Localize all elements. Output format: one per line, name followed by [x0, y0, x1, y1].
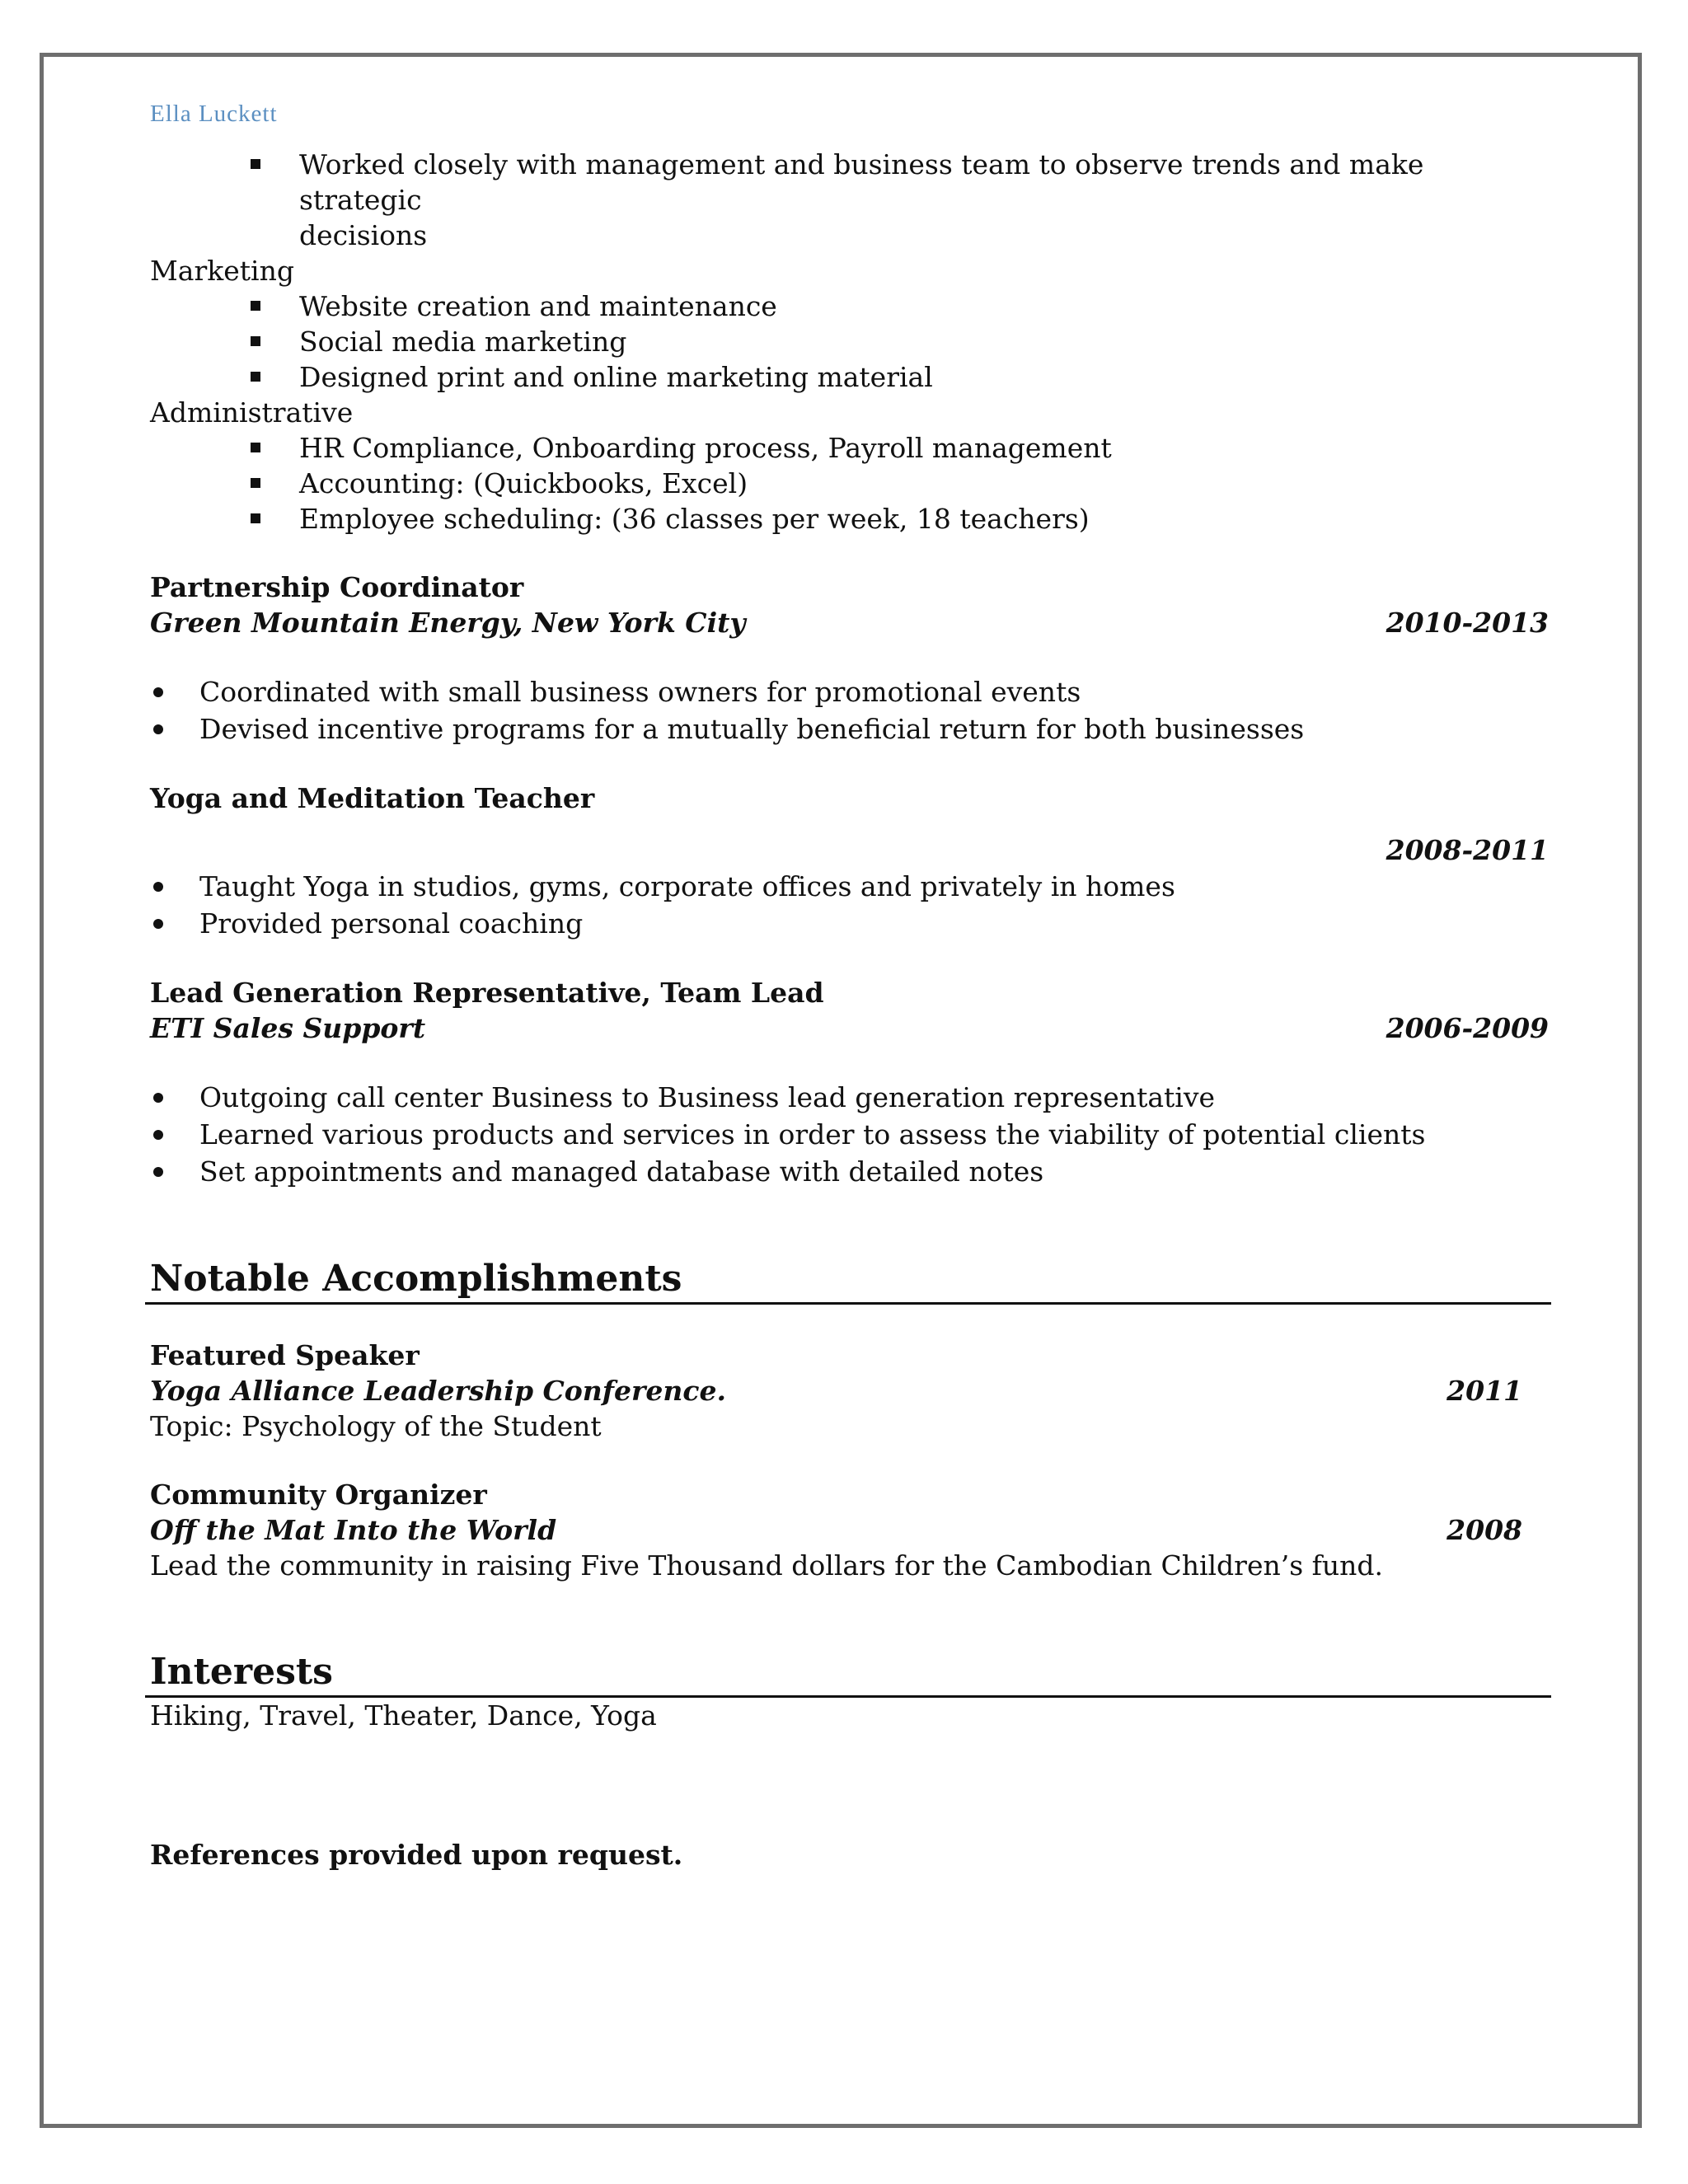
list-item-text: Coordinated with small business owners for promotional events: [199, 676, 1081, 708]
list-item-text: Outgoing call center Business to Business lead generation representative: [199, 1081, 1216, 1113]
list-item-text: Devised incentive programs for a mutually beneficial return for both businesses: [199, 713, 1305, 745]
square-bullet-icon: [251, 443, 260, 452]
square-bullet-icon: [251, 159, 260, 169]
accomplishment-org-row: [150, 1373, 1551, 1408]
job-dates: 2008-2011: [1386, 834, 1549, 866]
list-item: [150, 359, 1551, 395]
section-heading-interests: Interests: [145, 1649, 1551, 1698]
interests-text: Hiking, Travel, Theater, Dance, Yoga: [150, 1699, 657, 1732]
list-item: [150, 905, 1551, 942]
accomplishment-org: Off the Mat Into the World: [150, 1514, 557, 1546]
administrative-list: [150, 430, 1551, 537]
square-bullet-icon: [251, 336, 260, 346]
list-item: [150, 501, 1551, 537]
header-name: Ella Luckett: [150, 101, 278, 127]
round-bullet-icon: [153, 724, 163, 734]
list-item: [150, 710, 1551, 748]
job-bullets: [150, 868, 1551, 942]
list-item: [150, 288, 1551, 324]
square-bullet-icon: [251, 301, 260, 311]
accomplishment-title: Featured Speaker: [150, 1339, 420, 1371]
administrative-label: Administrative: [150, 396, 354, 429]
list-item-text: Social media marketing: [299, 326, 627, 358]
job-company-row: [150, 1010, 1551, 1046]
job-company: ETI Sales Support: [150, 1012, 426, 1044]
round-bullet-icon: [153, 1130, 163, 1140]
job-company-row: [150, 605, 1551, 640]
job-title: Lead Generation Representative, Team Lead: [150, 977, 824, 1009]
list-item: [150, 466, 1551, 501]
square-bullet-icon: [251, 478, 260, 488]
job-bullets: [150, 1079, 1551, 1190]
round-bullet-icon: [153, 687, 163, 697]
list-item: [150, 324, 1551, 359]
list-item-text: Accounting: (Quickbooks, Excel): [299, 467, 748, 499]
list-item-text: Set appointments and managed database with detailed notes: [199, 1155, 1044, 1188]
round-bullet-icon: [153, 882, 163, 892]
job-dates: 2006-2009: [1386, 1012, 1549, 1044]
list-item: [150, 673, 1551, 710]
accomplishment-year: 2008: [1447, 1514, 1522, 1546]
job-company-row: [150, 816, 1551, 866]
accomplishment-org-row: [150, 1512, 1551, 1548]
list-item-text: HR Compliance, Onboarding process, Payroll management: [299, 432, 1112, 464]
resume-page: [150, 92, 1551, 1872]
accomplishment-detail: Lead the community in raising Five Thousand dollars for the Cambodian Children’s fund.: [150, 1549, 1383, 1582]
references-note: References provided upon request.: [150, 1839, 683, 1871]
job-dates: 2010-2013: [1386, 607, 1549, 639]
list-item-text: Website creation and maintenance: [299, 290, 777, 322]
accomplishment-org: Yoga Alliance Leadership Conference.: [150, 1375, 726, 1407]
square-bullet-icon: [251, 513, 260, 523]
accomplishment-title: Community Organizer: [150, 1479, 487, 1511]
bullet-text-line: decisions: [299, 219, 428, 251]
accomplishment-detail: Topic: Psychology of the Student: [150, 1410, 602, 1442]
list-item: [150, 1153, 1551, 1190]
list-item: [150, 1079, 1551, 1116]
job-bullets: [150, 673, 1551, 748]
list-item: [150, 147, 1551, 253]
section-heading-accomplishments: Notable Accomplishments: [145, 1256, 1551, 1305]
list-item-text: Employee scheduling: (36 classes per week, 18 teachers): [299, 503, 1090, 535]
list-item-text: Learned various products and services in order to assess the viability of potential clients: [199, 1118, 1426, 1151]
accomplishment-year: 2011: [1447, 1375, 1522, 1407]
list-item: [150, 1116, 1551, 1153]
list-item-text: Taught Yoga in studios, gyms, corporate offices and privately in homes: [199, 870, 1175, 902]
list-item: [150, 868, 1551, 905]
list-item: [150, 430, 1551, 466]
bullet-text-line: Worked closely with management and business team to observe trends and make strategic: [299, 148, 1424, 216]
square-bullet-icon: [251, 372, 260, 382]
marketing-list: [150, 288, 1551, 395]
job-title: Partnership Coordinator: [150, 571, 524, 603]
round-bullet-icon: [153, 1093, 163, 1103]
round-bullet-icon: [153, 1167, 163, 1177]
job-title: Yoga and Meditation Teacher: [150, 782, 595, 814]
prior-role-bullets: [150, 147, 1551, 253]
job-company: Green Mountain Energy, New York City: [150, 607, 746, 639]
list-item-text: Provided personal coaching: [199, 907, 584, 940]
marketing-label: Marketing: [150, 255, 294, 287]
list-item-text: Designed print and online marketing material: [299, 361, 933, 393]
round-bullet-icon: [153, 919, 163, 929]
